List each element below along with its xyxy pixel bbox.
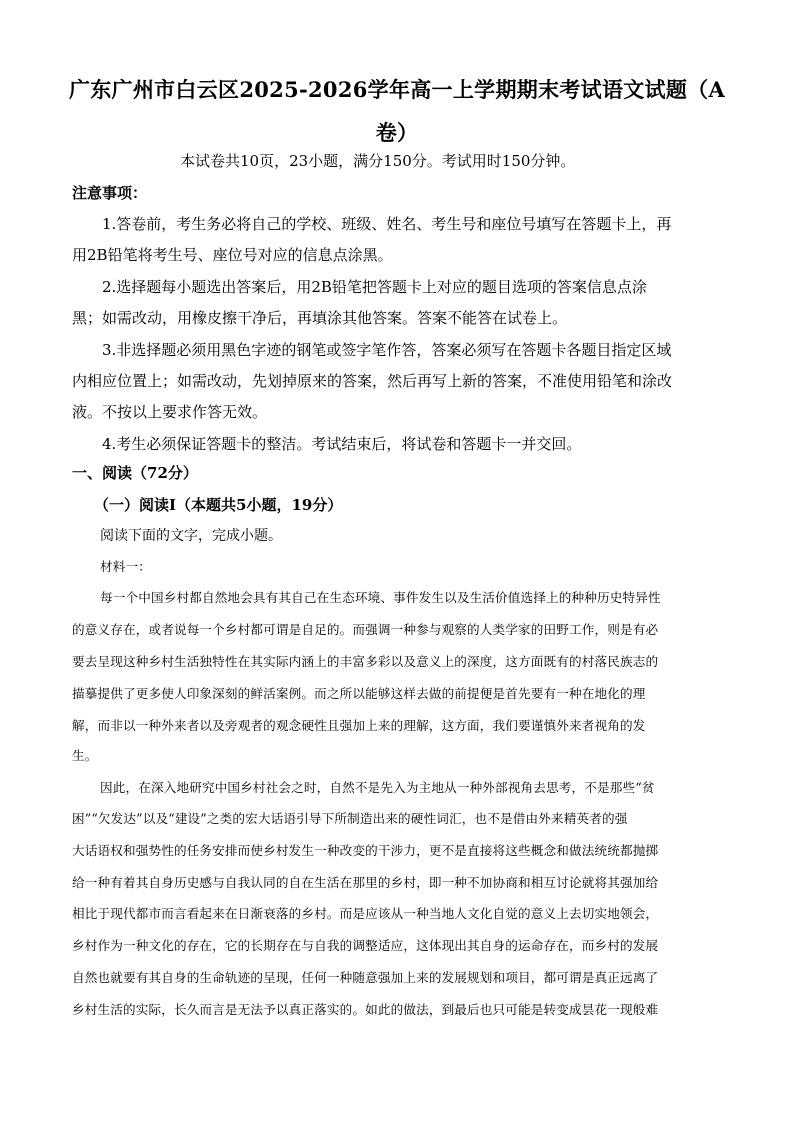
passage-line: 描摹提供了更多使人印象深刻的鲜活案例。而之所以能够这样去做的前提便是首先要有一种在地化的理: [72, 686, 646, 701]
notice-line: 4.考生必须保证答题卡的整洁。考试结束后，将试卷和答题卡一并交回。: [102, 435, 582, 453]
material-label: 材料一：: [100, 559, 151, 574]
passage-line: 每一个中国乡村都自然地会具有其自己在生态环境、事件发生以及生活价值选择上的种种历史特异性: [100, 590, 661, 605]
section-heading: 一、阅读（72分）: [72, 464, 198, 482]
passage-line: 大话语权和强势性的任务安排而使乡村发生一种改变的干涉力，更不是直接将这些概念和做法统统都抛掷: [72, 843, 659, 858]
passage-line: 给一种有着其自身历史感与自我认同的自在生活在那里的乡村，即一种不加协商和相互讨论就将其强加给: [72, 875, 659, 890]
notice-line: 液。不按以上要求作答无效。: [72, 403, 268, 421]
notice-line: 内相应位置上；如需改动，先划掉原来的答案，然后再写上新的答案，不准使用铅笔和涂改: [72, 372, 673, 390]
subsection-heading: （一）阅读Ⅰ（本题共5小题，19分）: [94, 496, 343, 514]
passage-line: 乡村生活的实际，长久而言是无法予以真正落实的。如此的做法，到最后也只可能是转变成昙花一现般难: [72, 1002, 659, 1017]
notice-line: 3.非选择题必须用黑色字迹的钢笔或签字笔作答，答案必须写在答题卡各题目指定区域: [102, 341, 672, 359]
notice-heading: 注意事项：: [72, 184, 148, 202]
passage-line: 自然也就要有其自身的生命轨迹的呈现，任何一种随意强加上来的发展规划和项目，都可谓是真正远离了: [72, 970, 659, 985]
notice-line: 黑；如需改动，用橡皮擦干净后，再填涂其他答案。答案不能答在试卷上。: [72, 309, 568, 327]
exam-title: 广东广州市白云区2025-2026学年高一上学期期末考试语文试题（A卷）: [68, 77, 726, 145]
exam-summary: 本试卷共10页，23小题，满分150分。考试用时150分钟。: [180, 152, 576, 170]
passage-line: 的意义存在，或者说每一个乡村都可谓是自足的。而强调一种参与观察的人类学家的田野工作，则是有必: [72, 622, 659, 637]
passage-line: 解，而非以一种外来者以及旁观者的观念硬性且强加上来的理解，这方面，我们要谨慎外来者视角的发: [72, 718, 646, 733]
passage-line: 因此，在深入地研究中国乡村社会之时，自然不是先入为主地从一种外部视角去思考，不是那些“贫: [100, 780, 655, 795]
passage-line: 相比于现代都市而言看起来在日渐衰落的乡村。而是应该从一种当地人文化自觉的意义上去切实地领会，: [72, 906, 659, 921]
notice-line: 用2B铅笔将考生号、座位号对应的信息点涂黑。: [72, 246, 393, 264]
passage-line: 要去呈现这种乡村生活独特性在其实际内涵上的丰富多彩以及意义上的深度，这方面既有的村落民族志的: [72, 654, 659, 669]
passage-line: 生。: [72, 748, 98, 763]
passage-line: 乡村作为一种文化的存在，它的长期存在与自我的调整适应，这体现出其自身的运命存在，而乡村的发展: [72, 938, 659, 953]
passage-line: 困”“欠发达”以及“建设”之类的宏大话语引导下所制造出来的硬性词汇，也不是借由外来精英者的强: [72, 811, 628, 826]
notice-line: 1.答卷前，考生务必将自己的学校、班级、姓名、考生号和座位号填写在答题卡上，再: [102, 215, 672, 233]
reading-instruction: 阅读下面的文字，完成小题。: [100, 528, 282, 544]
notice-line: 2.选择题每小题选出答案后，用2B铅笔把答题卡上对应的题目选项的答案信息点涂: [102, 278, 647, 296]
